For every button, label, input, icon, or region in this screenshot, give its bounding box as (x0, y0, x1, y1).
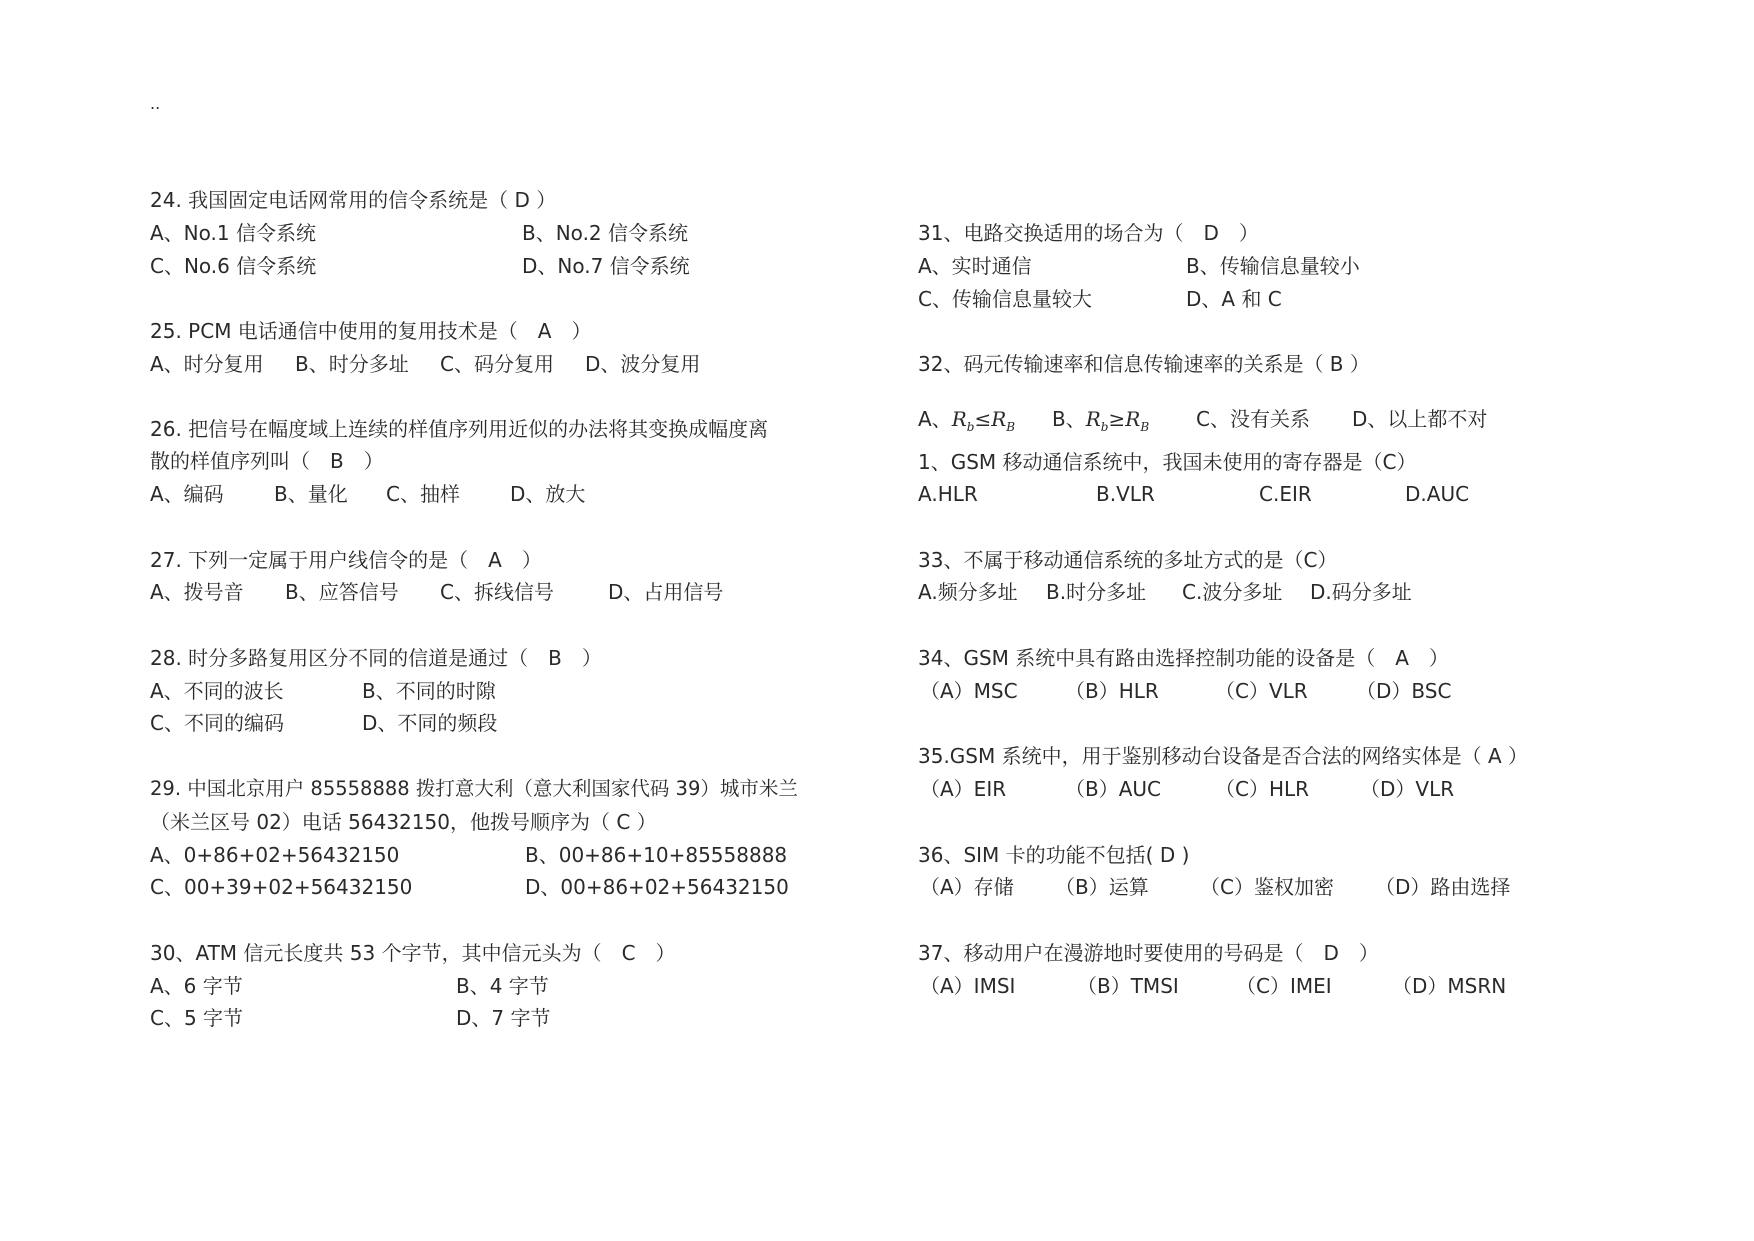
question-26-line-1: 26. 把信号在幅度域上连续的样值序列用近似的办法将其变换成幅度离 (150, 417, 769, 441)
q36-option-a: （A）存储 (920, 875, 1014, 899)
q28-option-a: A、不同的波长 (150, 679, 284, 703)
question-24: 24. 我国固定电话网常用的信令系统是（ D ） (150, 188, 557, 212)
q25-option-c: C、码分复用 (440, 352, 554, 376)
q26-option-b: B、量化 (274, 482, 348, 506)
q29-option-a: A、0+86+02+56432150 (150, 843, 400, 867)
q32-option-a-prefix: A、 (918, 407, 952, 431)
q24-option-a: A、No.1 信令系统 (150, 221, 316, 245)
q33-option-b: B.时分多址 (1046, 580, 1147, 604)
question-35: 35.GSM 系统中，用于鉴别移动台设备是否合法的网络实体是（ A ） (918, 744, 1529, 768)
q29-option-b: B、00+86+10+85558888 (525, 843, 788, 867)
q24-option-c: C、No.6 信令系统 (150, 254, 317, 278)
q35-option-b: （B）AUC (1065, 777, 1162, 801)
question-32: 32、码元传输速率和信息传输速率的关系是（ B ） (918, 352, 1370, 376)
q24-option-b: B、No.2 信令系统 (522, 221, 689, 245)
q31-option-a: A、实时通信 (918, 254, 1032, 278)
q30-option-b: B、4 字节 (456, 974, 549, 998)
question-29-line-2: （米兰区号 02）电话 56432150，他拨号顺序为（ C ） (150, 810, 657, 834)
question-34: 34、GSM 系统中具有路由选择控制功能的设备是（ A ） (918, 646, 1449, 670)
question-36: 36、SIM 卡的功能不包括( D ) (918, 843, 1190, 867)
q32-option-c: C、没有关系 (1196, 407, 1310, 431)
q31-option-b: B、传输信息量较小 (1186, 254, 1360, 278)
question-31: 31、电路交换适用的场合为（ D ） (918, 221, 1259, 245)
q29-option-c: C、00+39+02+56432150 (150, 875, 413, 899)
q27-option-a: A、拨号音 (150, 580, 244, 604)
q37-option-b: （B）TMSI (1077, 974, 1179, 998)
q35-option-a: （A）EIR (920, 777, 1007, 801)
q36-option-b: （B）运算 (1055, 875, 1149, 899)
q28-option-c: C、不同的编码 (150, 711, 284, 735)
q36-option-d: （D）路由选择 (1375, 875, 1511, 899)
question-33: 33、不属于移动通信系统的多址方式的是（C） (918, 548, 1338, 572)
q32-option-b (1052, 409, 1149, 433)
question-27: 27. 下列一定属于用户线信令的是（ A ） (150, 548, 542, 572)
q1-option-c: C.EIR (1259, 482, 1312, 506)
q36-option-c: （C）鉴权加密 (1200, 875, 1334, 899)
q25-option-d: D、波分复用 (585, 352, 701, 376)
q32-option-d: D、以上都不对 (1352, 407, 1488, 431)
q1-option-d: D.AUC (1405, 482, 1470, 506)
q34-option-d: （D）BSC (1356, 679, 1452, 703)
q1-option-a: A.HLR (918, 482, 978, 506)
q28-option-b: B、不同的时隙 (362, 679, 496, 703)
page-header-mark: .. (150, 94, 161, 113)
q27-option-d: D、占用信号 (608, 580, 724, 604)
q28-option-d: D、不同的频段 (362, 711, 498, 735)
q35-option-d: （D）VLR (1360, 777, 1455, 801)
q33-option-d: D.码分多址 (1310, 580, 1412, 604)
q25-option-a: A、时分复用 (150, 352, 264, 376)
q30-option-d: D、7 字节 (456, 1006, 551, 1030)
q30-option-c: C、5 字节 (150, 1006, 244, 1030)
q29-option-d: D、00+86+02+56432150 (525, 875, 789, 899)
q27-option-b: B、应答信号 (285, 580, 399, 604)
q26-option-c: C、抽样 (386, 482, 460, 506)
q32-option-a-formula: $R_b\le R_B$ (951, 407, 1016, 434)
question-28: 28. 时分多路复用区分不同的信道是通过（ B ） (150, 646, 602, 670)
q34-option-b: （B）HLR (1065, 679, 1159, 703)
q26-option-a: A、编码 (150, 482, 224, 506)
q37-option-a: （A）IMSI (920, 974, 1016, 998)
q32-option-b-prefix: B、 (1052, 407, 1086, 431)
question-26-line-2: 散的样值序列叫（ B ） (150, 449, 384, 473)
q31-option-d: D、A 和 C (1186, 287, 1282, 311)
q34-option-c: （C）VLR (1215, 679, 1308, 703)
q32-option-b-formula: $R_b\ge R_B$ (1085, 407, 1150, 434)
q32-option-a (918, 409, 1015, 433)
q26-option-d: D、放大 (510, 482, 586, 506)
q33-option-a: A.频分多址 (918, 580, 1018, 604)
question-1: 1、GSM 移动通信系统中，我国未使用的寄存器是（C） (918, 450, 1417, 474)
question-37: 37、移动用户在漫游地时要使用的号码是（ D ） (918, 941, 1379, 965)
q37-option-c: （C）IMEI (1236, 974, 1332, 998)
q30-option-a: A、6 字节 (150, 974, 243, 998)
q35-option-c: （C）HLR (1215, 777, 1310, 801)
question-30: 30、ATM 信元长度共 53 个字节，其中信元头为（ C ） (150, 941, 676, 965)
q1-option-b: B.VLR (1096, 482, 1155, 506)
question-29-line-1: 29. 中国北京用户 85558888 拨打意大利（意大利国家代码 39）城市米兰 (150, 777, 798, 800)
q33-option-c: C.波分多址 (1182, 580, 1283, 604)
question-25: 25. PCM 电话通信中使用的复用技术是（ A ） (150, 319, 592, 343)
q24-option-d: D、No.7 信令系统 (522, 254, 690, 278)
q27-option-c: C、拆线信号 (440, 580, 554, 604)
q25-option-b: B、时分多址 (295, 352, 409, 376)
q37-option-d: （D）MSRN (1392, 974, 1507, 998)
q34-option-a: （A）MSC (920, 679, 1018, 703)
q31-option-c: C、传输信息量较大 (918, 287, 1092, 311)
